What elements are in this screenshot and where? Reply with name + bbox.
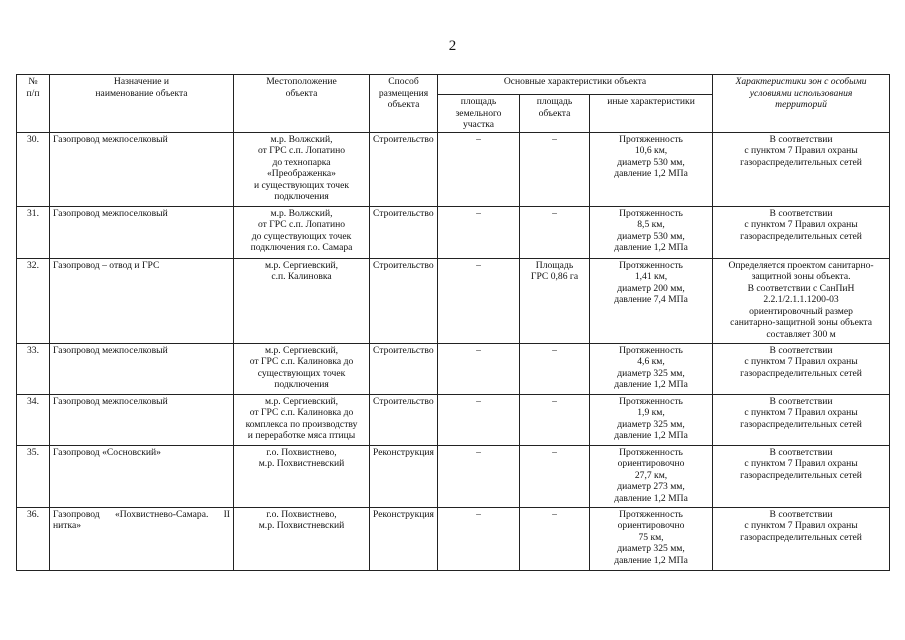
- row-name: Газопровод межпоселковый: [50, 132, 234, 206]
- row-name: Газопровод – отвод и ГРС: [50, 258, 234, 343]
- row-name: Газопровод межпоселковый: [50, 343, 234, 394]
- row-location: м.р. Сергиевский, от ГРС с.п. Калиновка до комплекса по производству и переработке мяса птицы: [234, 394, 370, 445]
- table-row: [17, 132, 890, 206]
- row-num: 30.: [17, 132, 50, 206]
- row-object-area: –: [520, 206, 590, 258]
- table-row: [17, 507, 890, 570]
- row-location: м.р. Волжский, от ГРС с.п. Лопатино до существующих точек подключения г.о. Самара: [234, 206, 370, 258]
- row-land-area: –: [438, 258, 520, 343]
- row-other: Протяженность 8,5 км, диаметр 530 мм, давление 1,2 МПа: [590, 206, 713, 258]
- header-object-area: площадь объекта: [520, 95, 590, 133]
- table-row: [17, 206, 890, 258]
- row-num: 35.: [17, 445, 50, 507]
- objects-table: [16, 74, 890, 571]
- row-zones: Определяется проектом санитарно- защитной зоны объекта. В соответствии с СанПиН 2.2.1/2.1.1.1200-03 ориентировочный размер санитарно-защитной зоны объекта составляет 300 м: [713, 258, 890, 343]
- row-method: Реконструкция: [370, 445, 438, 507]
- row-num: 32.: [17, 258, 50, 343]
- row-other: Протяженность ориентировочно 27,7 км, диаметр 273 мм, давление 1,2 МПа: [590, 445, 713, 507]
- header-main-characteristics: Основные характеристики объекта: [438, 75, 713, 95]
- row-other: Протяженность 4,6 км, диаметр 325 мм, давление 1,2 МПа: [590, 343, 713, 394]
- table-row: [17, 258, 890, 343]
- row-location: м.р. Сергиевский, от ГРС с.п. Калиновка до существующих точек подключения: [234, 343, 370, 394]
- row-land-area: –: [438, 132, 520, 206]
- row-object-area: –: [520, 394, 590, 445]
- row-object-area: –: [520, 507, 590, 570]
- row-land-area: –: [438, 507, 520, 570]
- row-location: г.о. Похвистнево, м.р. Похвистневский: [234, 507, 370, 570]
- row-method: Строительство: [370, 206, 438, 258]
- row-location: г.о. Похвистнево, м.р. Похвистневский: [234, 445, 370, 507]
- header-land-area: площадь земельного участка: [438, 95, 520, 133]
- header-row: [17, 75, 890, 95]
- row-zones: В соответствии с пунктом 7 Правил охраны газораспределительных сетей: [713, 445, 890, 507]
- header-other: иные характеристики: [590, 95, 713, 133]
- row-zones: В соответствии с пунктом 7 Правил охраны газораспределительных сетей: [713, 132, 890, 206]
- table-row: [17, 394, 890, 445]
- header-location: Местоположение объекта: [234, 75, 370, 133]
- header-name: Назначение и наименование объекта: [50, 75, 234, 133]
- row-other: Протяженность 1,9 км, диаметр 325 мм, давление 1,2 МПа: [590, 394, 713, 445]
- row-land-area: –: [438, 206, 520, 258]
- row-zones: В соответствии с пунктом 7 Правил охраны газораспределительных сетей: [713, 507, 890, 570]
- row-name: Газопровод межпоселковый: [50, 394, 234, 445]
- table-row: [17, 445, 890, 507]
- row-land-area: –: [438, 343, 520, 394]
- row-object-area: –: [520, 132, 590, 206]
- row-num: 36.: [17, 507, 50, 570]
- row-method: Строительство: [370, 258, 438, 343]
- row-other: Протяженность ориентировочно 75 км, диаметр 325 мм, давление 1,2 МПа: [590, 507, 713, 570]
- row-num: 33.: [17, 343, 50, 394]
- row-method: Реконструкция: [370, 507, 438, 570]
- row-object-area: –: [520, 445, 590, 507]
- row-name: Газопровод межпоселковый: [50, 206, 234, 258]
- row-object-area: –: [520, 343, 590, 394]
- row-zones: В соответствии с пунктом 7 Правил охраны газораспределительных сетей: [713, 343, 890, 394]
- row-object-area: Площадь ГРС 0,86 га: [520, 258, 590, 343]
- row-location: м.р. Сергиевский, с.п. Калиновка: [234, 258, 370, 343]
- row-name: Газопровод «Похвистнево-Самара. II нитка»: [50, 507, 234, 570]
- row-zones: В соответствии с пунктом 7 Правил охраны газораспределительных сетей: [713, 206, 890, 258]
- row-other: Протяженность 1,41 км, диаметр 200 мм, давление 7,4 МПа: [590, 258, 713, 343]
- row-num: 31.: [17, 206, 50, 258]
- row-num: 34.: [17, 394, 50, 445]
- row-other: Протяженность 10,6 км, диаметр 530 мм, давление 1,2 МПа: [590, 132, 713, 206]
- header-num: № п/п: [17, 75, 50, 133]
- row-method: Строительство: [370, 394, 438, 445]
- row-land-area: –: [438, 394, 520, 445]
- header-method: Способ размещения объекта: [370, 75, 438, 133]
- header-zones: Характеристики зон с особыми условиями использования территорий: [713, 75, 890, 133]
- table-row: [17, 343, 890, 394]
- page-number: 2: [448, 38, 457, 54]
- row-name: Газопровод «Сосновский»: [50, 445, 234, 507]
- row-method: Строительство: [370, 343, 438, 394]
- row-location: м.р. Волжский, от ГРС с.п. Лопатино до технопарка «Преображенка» и существующих точек подключения: [234, 132, 370, 206]
- row-land-area: –: [438, 445, 520, 507]
- row-method: Строительство: [370, 132, 438, 206]
- row-zones: В соответствии с пунктом 7 Правил охраны газораспределительных сетей: [713, 394, 890, 445]
